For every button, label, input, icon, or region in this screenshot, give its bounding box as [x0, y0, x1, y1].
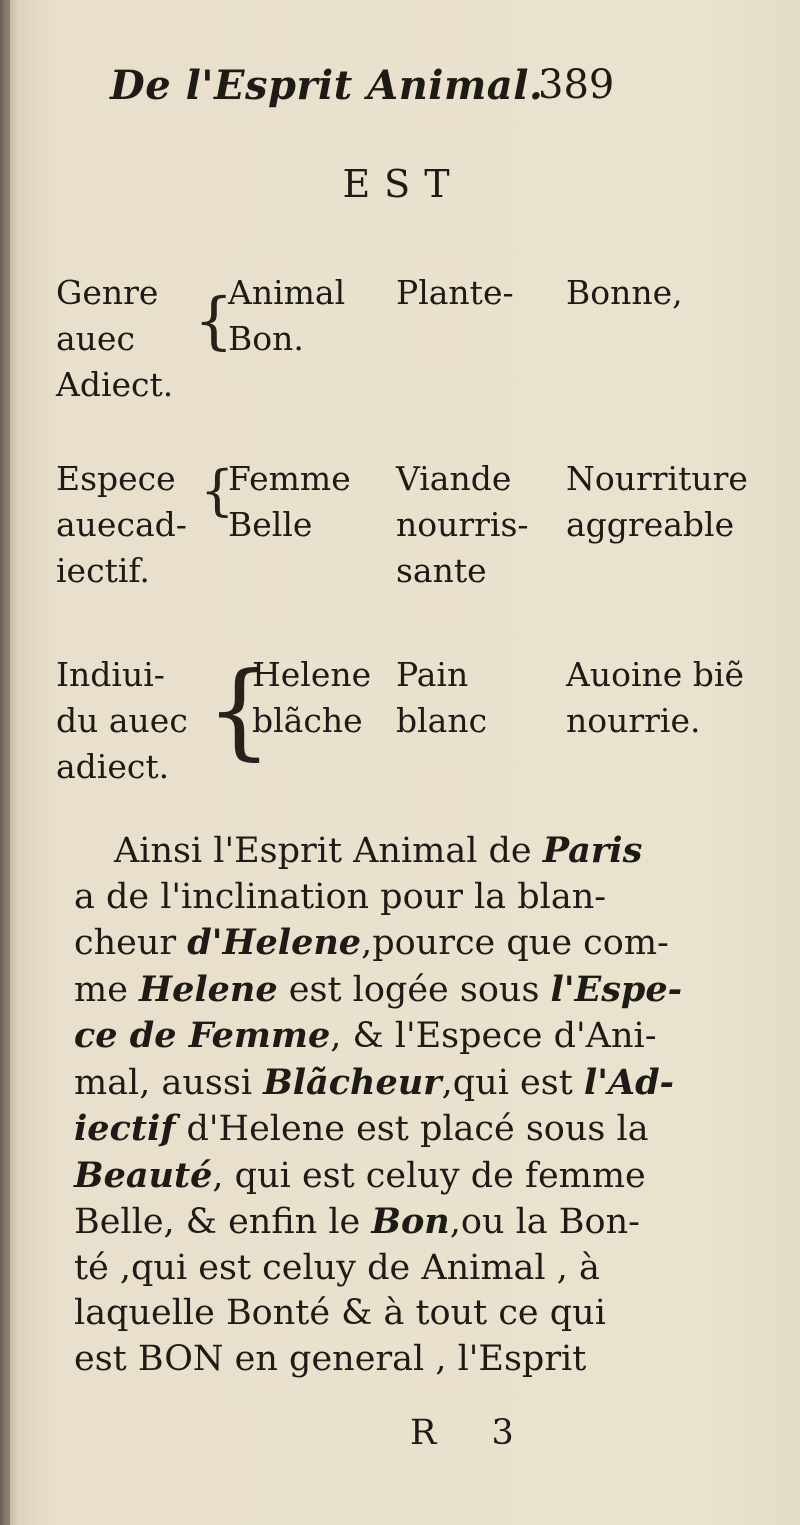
page-header: [110, 62, 630, 122]
page-number: 389: [538, 62, 615, 108]
body-paragraph: [74, 828, 683, 1382]
row-col-3: Auoine biẽ nourrie.: [566, 655, 744, 740]
curly-brace-icon: {: [200, 459, 235, 522]
curly-brace-icon: {: [206, 649, 273, 771]
text-line: est BON en general , l'Esprit: [74, 1338, 587, 1379]
text-line: Ainsi l'Esprit Animal de Paris: [114, 830, 643, 871]
row-col-1: Animal Bon.: [228, 273, 346, 358]
text-line: cheur d'Helene,pource que com-: [74, 922, 669, 963]
binding-shadow: [0, 0, 10, 1525]
table-heading: EST: [342, 162, 464, 206]
text-line: me Helene est logée sous l'Espe-: [74, 968, 683, 1010]
row-label: Indiui- du auec adiect.: [56, 655, 188, 786]
text-line: mal, aussi Blãcheur,qui est l'Ad-: [74, 1061, 675, 1103]
row-label: Espece auecad- iectif.: [56, 459, 187, 590]
text-line: Beauté, qui est celuy de femme: [74, 1154, 646, 1196]
text-line: té ,qui est celuy de Animal , à: [74, 1247, 600, 1288]
row-label: Genre auec Adiect.: [56, 273, 174, 404]
row-col-2: Pain blanc: [396, 655, 488, 740]
row-col-2: Plante-: [396, 273, 514, 312]
text-line: laquelle Bonté & à tout ce qui: [74, 1293, 606, 1333]
text-line: a de l'inclination pour la blan-: [74, 876, 607, 917]
row-col-3: Bonne,: [566, 273, 683, 312]
row-col-1: Helene blãche: [252, 655, 372, 740]
text-line: iectif d'Helene est placé sous la: [74, 1108, 649, 1149]
row-col-1: Femme Belle: [228, 459, 351, 544]
text-line: ce de Femme, & l'Espece d'Ani-: [74, 1015, 657, 1056]
signature-mark: R 3: [410, 1413, 536, 1453]
curly-brace-icon: {: [194, 284, 234, 357]
row-col-2: Viande nourris- sante: [396, 459, 529, 590]
text-line: Belle, & enfin le Bon,ou la Bon-: [74, 1201, 640, 1242]
running-title: De l'Esprit Animal.: [110, 62, 544, 109]
row-col-3: Nourriture aggreable: [566, 459, 748, 544]
